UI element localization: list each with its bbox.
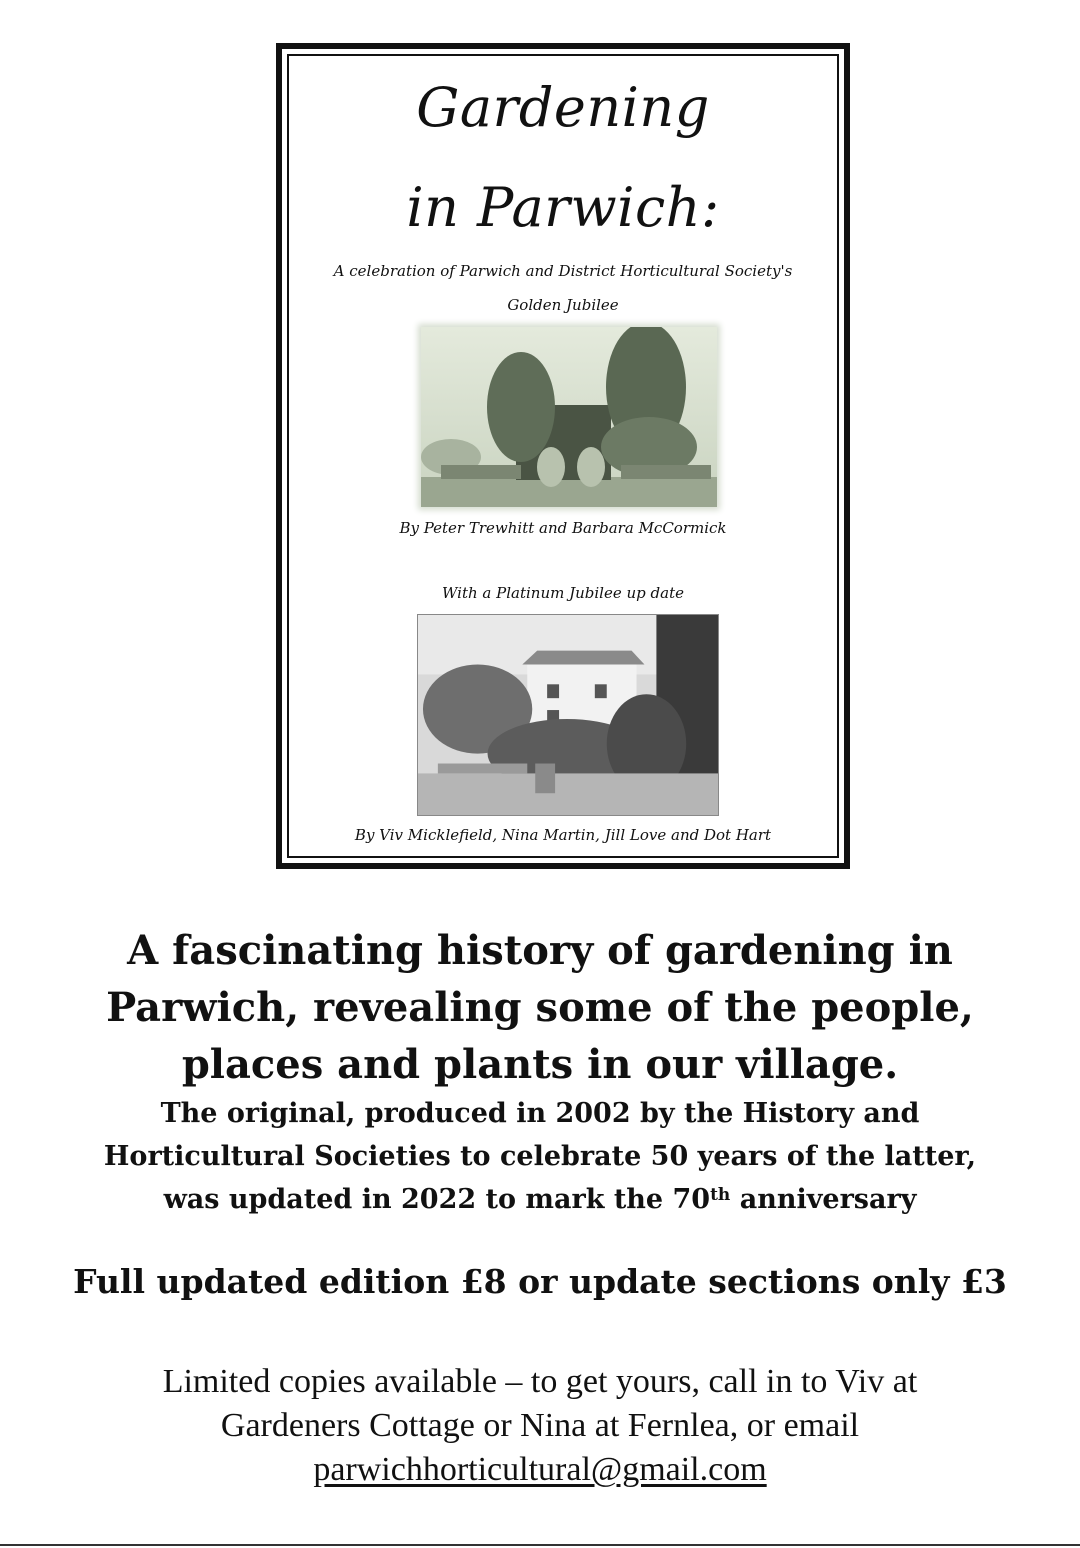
promo-description: [40, 1092, 1040, 1221]
headline-line: places and plants in our village.: [181, 1041, 899, 1088]
cover-authors-update: By Viv Micklefield, Nina Martin, Jill Love and Dot Hart: [354, 826, 772, 844]
description-text: anniversary: [730, 1184, 917, 1215]
description-line: [40, 1178, 1040, 1221]
headline-line: A fascinating history of gardening in: [127, 927, 953, 974]
cover-update-note: With a Platinum Jubilee up date: [442, 584, 684, 602]
cover-inner-border: [287, 54, 839, 858]
description-line: Horticultural Societies to celebrate 50 years of the latter,: [103, 1141, 977, 1172]
cover-title-line2: in Parwich:: [406, 176, 720, 239]
cover-subtitle-line2: Golden Jubilee: [507, 296, 619, 314]
book-cover: [276, 43, 850, 869]
ordinal-suffix: th: [710, 1185, 731, 1205]
headline-line: Parwich, revealing some of the people,: [106, 984, 974, 1031]
email-link[interactable]: parwichhorticultural@gmail.com: [313, 1451, 767, 1488]
contact-line: Limited copies available – to get yours, call in to Viv at: [162, 1363, 918, 1400]
cover-authors-original: By Peter Trewhitt and Barbara McCormick: [399, 519, 727, 537]
contact-line: Gardeners Cottage or Nina at Fernlea, or email: [220, 1407, 860, 1444]
bottom-divider: [0, 1544, 1080, 1546]
cover-photo-tall-trees: [421, 327, 717, 507]
promo-headline: [40, 922, 1040, 1093]
cover-photo-cottage: [417, 614, 719, 816]
description-line: The original, produced in 2002 by the History and: [160, 1098, 920, 1129]
description-text: was updated in 2022 to mark the 70: [163, 1184, 711, 1215]
cover-subtitle-line1: A celebration of Parwich and District Horticultural Society's: [333, 262, 793, 280]
cover-title-line1: Gardening: [416, 76, 710, 139]
price-line: Full updated edition £8 or update sections only £3: [73, 1262, 1007, 1301]
contact-info: [40, 1360, 1040, 1492]
